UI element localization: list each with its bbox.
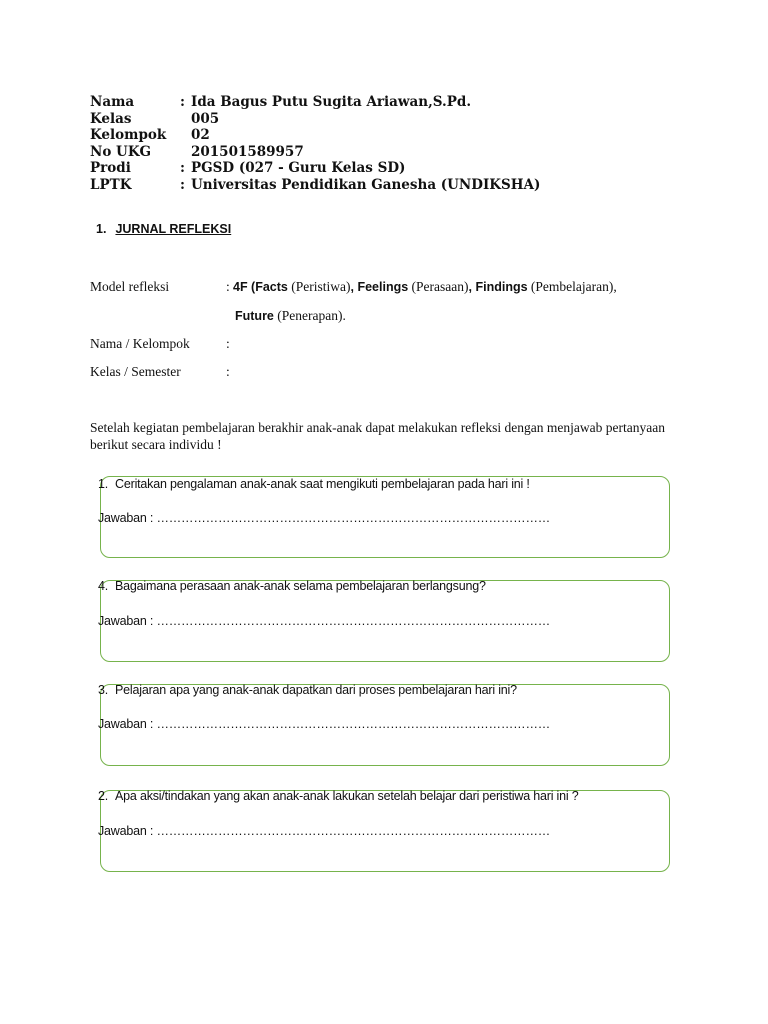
answer-line: Jawaban : …………………………………………………………………………………… xyxy=(98,717,551,731)
info-separator xyxy=(180,144,191,161)
section-heading xyxy=(96,222,231,236)
info-value: Universitas Pendidikan Ganesha (UNDIKSHA) xyxy=(191,176,541,193)
model-f3: Findings xyxy=(475,280,528,294)
info-value: 005 xyxy=(191,110,220,127)
question-label: Bagaimana perasaan anak-anak selama pembelajaran berlangsung? xyxy=(115,579,486,593)
question-number: 2. xyxy=(98,789,109,803)
info-label: Kelompok xyxy=(90,127,167,143)
model-f1-paren: (Peristiwa) xyxy=(287,279,351,294)
model-label: Model refleksi xyxy=(90,279,170,294)
question-label: Ceritakan pengalaman anak-anak saat mengikuti pembelajaran pada hari ini ! xyxy=(115,477,530,491)
info-label: Nama xyxy=(90,94,135,110)
info-separator: : xyxy=(180,160,185,176)
model-comma: , xyxy=(350,280,358,294)
question-text xyxy=(98,477,530,491)
answer-line: Jawaban : …………………………………………………………………………………… xyxy=(98,511,551,525)
question-number: 1. xyxy=(98,477,109,491)
nama-kelompok-label: Nama / Kelompok xyxy=(90,336,190,351)
info-row-nama xyxy=(90,94,540,111)
info-row-no-ukg xyxy=(90,144,540,161)
info-row-lptk xyxy=(90,177,540,194)
model-f4-paren: (Penerapan). xyxy=(273,308,346,323)
model-f3-paren: (Pembelajaran), xyxy=(527,279,617,294)
answer-line: Jawaban : …………………………………………………………………………………… xyxy=(98,614,551,628)
info-label: LPTK xyxy=(90,176,132,193)
info-separator: : xyxy=(180,176,185,193)
info-label: Prodi xyxy=(90,160,131,176)
question-text xyxy=(98,579,486,593)
question-label: Pelajaran apa yang anak-anak dapatkan dari proses pembelajaran hari ini? xyxy=(115,683,517,697)
info-label: No UKG xyxy=(90,143,152,160)
question-number: 4. xyxy=(98,579,109,593)
info-separator xyxy=(180,127,191,144)
info-row-kelompok xyxy=(90,127,540,144)
kelas-semester-colon: : xyxy=(226,364,230,379)
info-separator xyxy=(180,111,191,128)
section-number: 1. xyxy=(96,222,107,236)
model-comma: , xyxy=(468,280,476,294)
model-f2-paren: (Perasaan) xyxy=(408,279,469,294)
info-value: 02 xyxy=(191,127,210,143)
model-f2: Feelings xyxy=(357,280,409,294)
model-line-2 xyxy=(235,308,346,324)
info-value: 201501589957 xyxy=(191,143,304,160)
info-value: PGSD (027 - Guru Kelas SD) xyxy=(191,160,406,176)
nama-kelompok-colon: : xyxy=(226,336,230,351)
kelas-semester-label: Kelas / Semester xyxy=(90,364,181,379)
info-value: Ida Bagus Putu Sugita Ariawan,S.Pd. xyxy=(191,94,472,110)
model-f4: Future xyxy=(235,309,274,323)
answer-line: Jawaban : …………………………………………………………………………………… xyxy=(98,824,551,838)
info-label: Kelas xyxy=(90,110,132,127)
question-label: Apa aksi/tindakan yang akan anak-anak lakukan setelah belajar dari peristiwa hari ini ? xyxy=(115,789,579,803)
info-row-kelas xyxy=(90,111,540,128)
question-number: 3. xyxy=(98,683,109,697)
model-f1: 4F (Facts xyxy=(233,280,288,294)
model-line-1 xyxy=(233,279,617,295)
info-separator: : xyxy=(180,94,185,110)
model-colon: : xyxy=(226,279,230,294)
section-title: JURNAL REFLEKSI xyxy=(115,222,232,236)
info-row-prodi xyxy=(90,160,540,177)
question-text xyxy=(98,683,517,697)
question-text xyxy=(98,789,578,803)
student-info xyxy=(90,94,540,193)
intro-paragraph: Setelah kegiatan pembelajaran berakhir anak-anak dapat melakukan refleksi dengan menjawab pertanyaan berikut secara individu ! xyxy=(90,420,665,452)
